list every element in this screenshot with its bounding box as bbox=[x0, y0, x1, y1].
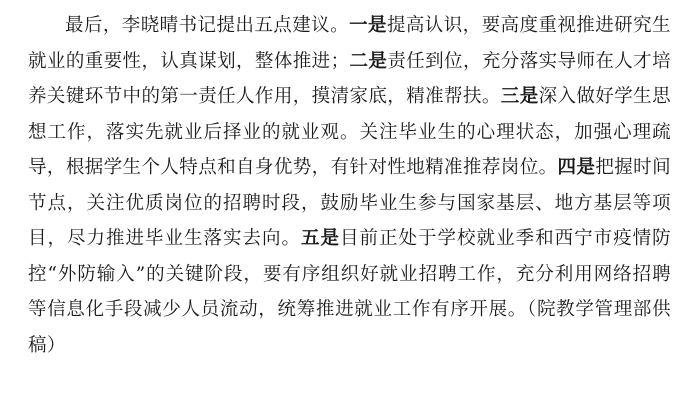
emphasis-run: 一是 bbox=[349, 15, 387, 36]
text-run: 深入做好学生思想工作，落实先就业后择业的就业观。关注毕业生的心理状态，加强心理疏导，根据学生个人特点和自身优势，有针对性地精准推荐岗位。 bbox=[28, 86, 671, 178]
text-run: 提高认识，要高度重视推进研究生就业的重要性，认真谋划，整体推进； bbox=[28, 15, 671, 72]
emphasis-run: 四是 bbox=[557, 157, 596, 178]
text-run: 责任到位，充分落实导师在人才培养关键环节中的第一责任人作用，摸清家底，精准帮扶。 bbox=[28, 50, 671, 107]
emphasis-run: 五是 bbox=[301, 228, 341, 249]
body-paragraph bbox=[28, 8, 671, 363]
text-run: 目前正处于学校就业季和西宁市疫情防控“外防输入”的关键阶段，要有序组织好就业招聘工作，充分利用网络招聘等信息化手段减少人员流动，统筹推进就业工作有序开展。（院教学管理部供稿） bbox=[28, 228, 671, 356]
text-run: 最后，李晓晴书记提出五点建议。 bbox=[65, 15, 350, 36]
emphasis-run: 三是 bbox=[500, 86, 539, 107]
text-run: 把握时间节点，关注优质岗位的招聘时段，鼓励毕业生参与国家基层、地方基层等项目，尽力推进毕业生落实去向。 bbox=[28, 157, 671, 249]
emphasis-run: 二是 bbox=[349, 50, 388, 72]
